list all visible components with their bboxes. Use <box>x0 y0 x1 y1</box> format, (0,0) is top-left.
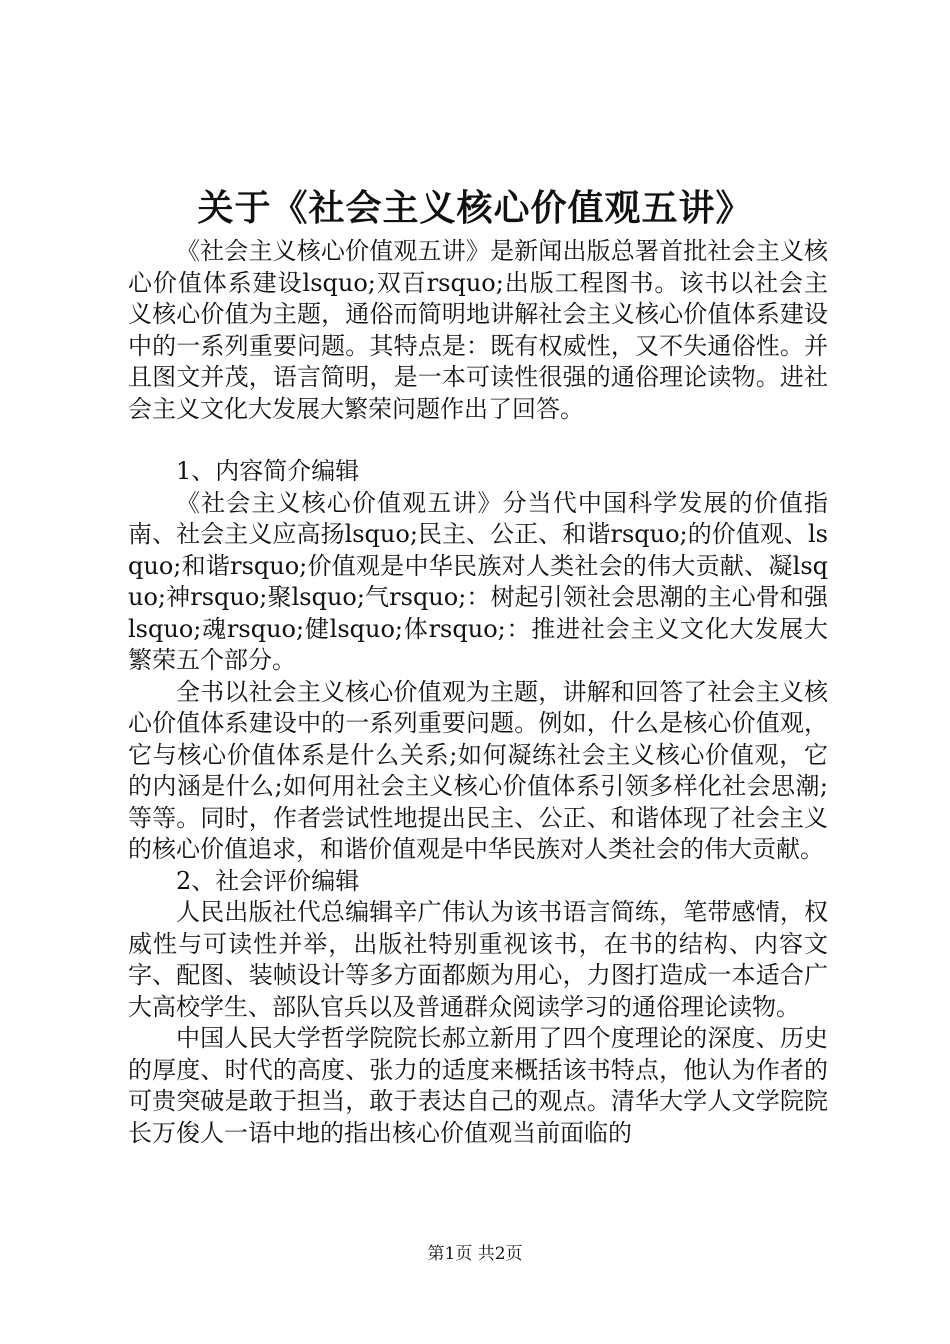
document-body <box>128 236 828 1149</box>
body-paragraph: 中国人民大学哲学院院长郝立新用了四个度理论的深度、历史的厚度、时代的高度、张力的适度来概括该书特点，他认为作者的可贵突破是敢于担当，敢于表达自己的观点。清华大学人文学院院长万俊人一语中地的指出核心价值观当前面临的 <box>128 1024 828 1147</box>
section-heading: 2、社会评价编辑 <box>176 866 360 895</box>
section-content-intro <box>128 456 828 866</box>
body-paragraph: 《社会主义核心价值观五讲》分当代中国科学发展的价值指南、社会主义应高扬lsquo;民主、公正、和谐rsquo;的价值观、lsquo;和谐rsquo;价值观是中华民族对人类社会的伟大贡献、凝lsquo;神rsquo;聚lsquo;气rsquo;：树起引领社会思潮的主心骨和强lsquo;魂rsquo;健lsquo;体rsquo;：推进社会主义文化大发展大繁荣五个部分。 <box>128 488 828 674</box>
document-title: 关于《社会主义核心价值观五讲》 <box>197 187 753 229</box>
intro-paragraph: 《社会主义核心价值观五讲》是新闻出版总署首批社会主义核心价值体系建设lsquo;双百rsquo;出版工程图书。该书以社会主义核心价值为主题，通俗而简明地讲解社会主义核心价值体系建设中的一系列重要问题。其特点是：既有权威性，又不失通俗性。并且图文并茂，语言简明，是一本可读性很强的通俗理论读物。进社会主义文化大发展大繁荣问题作出了回答。 <box>128 237 828 423</box>
section-heading: 1、内容简介编辑 <box>176 457 360 485</box>
body-paragraph: 全书以社会主义核心价值观为主题，讲解和回答了社会主义核心价值体系建设中的一系列重要问题。例如，什么是核心价值观，它与核心价值体系是什么关系;如何凝练社会主义核心价值观，它的内涵是什么;如何用社会主义核心价值体系引领多样化社会思潮;等等。同时，作者尝试性地提出民主、公正、和谐体现了社会主义的核心价值追求，和谐价值观是中华民族对人类社会的伟大贡献。 <box>128 677 828 863</box>
body-paragraph: 人民出版社代总编辑辛广伟认为该书语言简练，笔带感情，权威性与可读性并举，出版社特别重视该书，在书的结构、内容文字、配图、装帧设计等多方面都颇为用心，力图打造成一本适合广大高校学生、部队官兵以及普通群众阅读学习的通俗理论读物。 <box>128 898 828 1021</box>
page-footer: 第1页 共2页 <box>427 1244 523 1264</box>
section-social-review <box>128 866 828 1150</box>
